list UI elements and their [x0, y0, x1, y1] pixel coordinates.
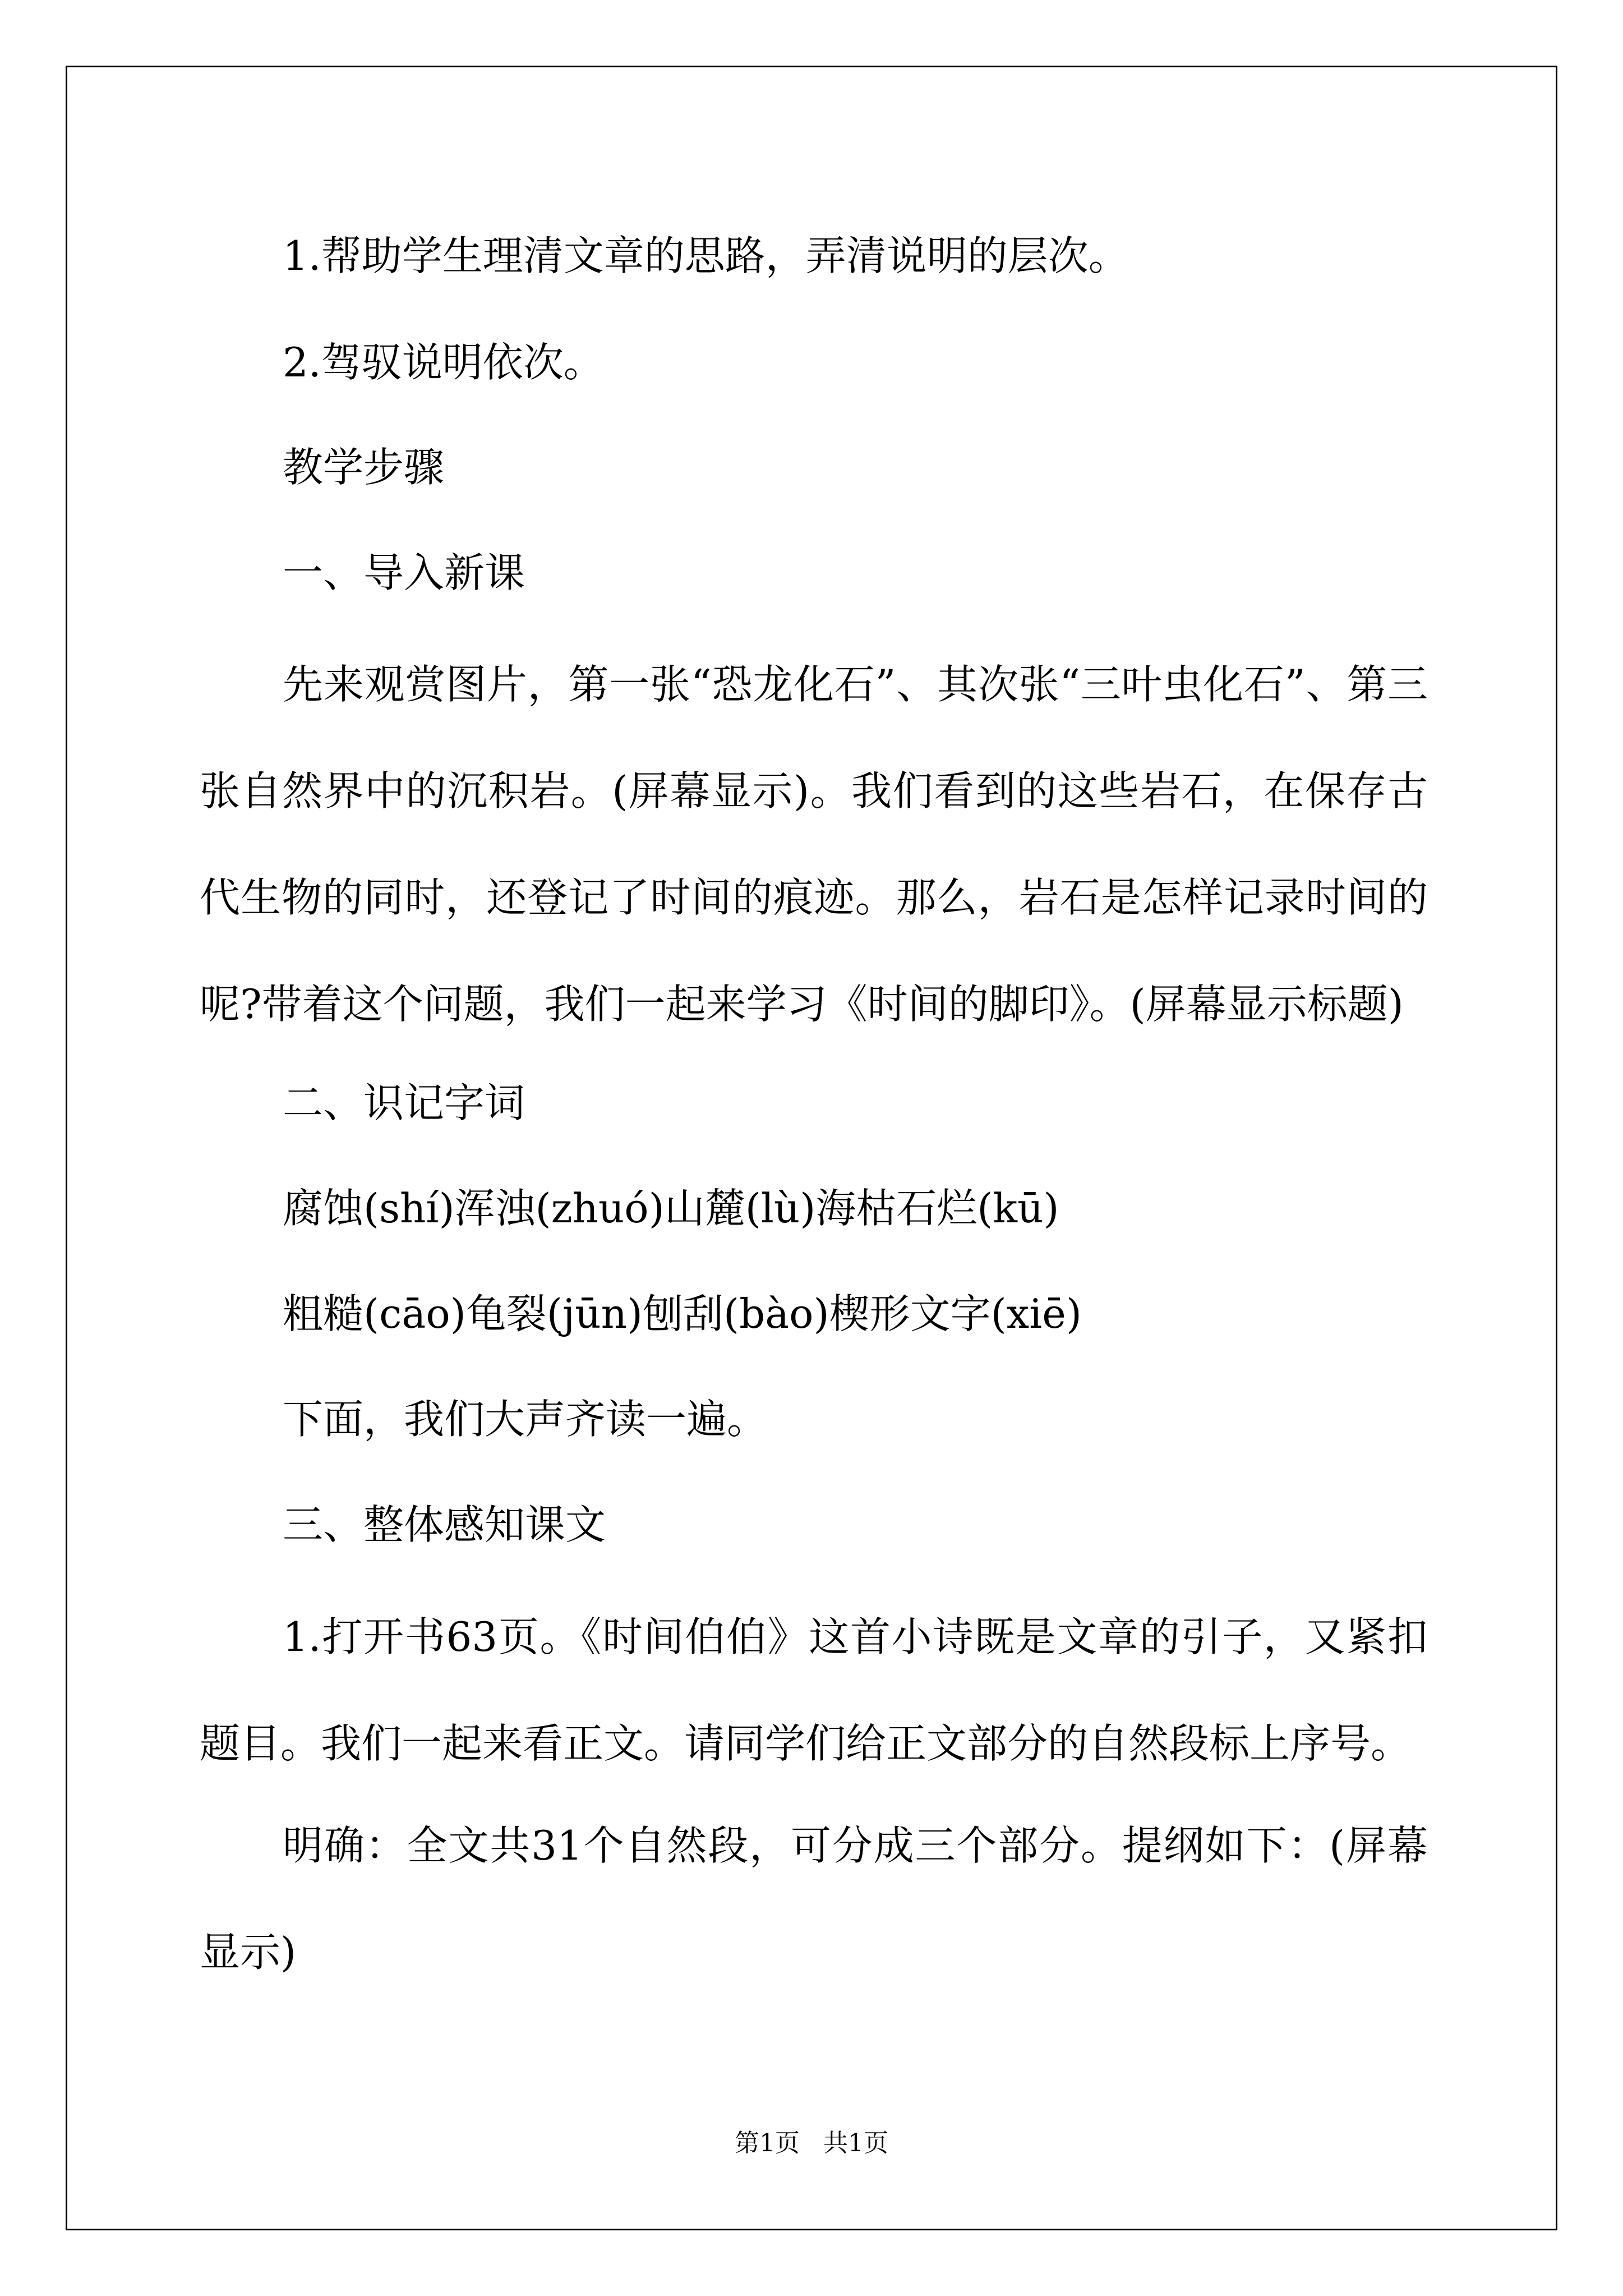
page-number: 第1页 [735, 2129, 800, 2157]
section-heading-intro: 一、导入新课 [283, 549, 525, 596]
page-total: 共1页 [823, 2129, 888, 2157]
paragraph-read-aloud: 下面，我们大声齐读一遍。 [283, 1396, 768, 1443]
paragraph-vocab-line-1: 腐蚀(shí)浑浊(zhuó)山麓(lù)海枯石烂(kū) [283, 1185, 1059, 1232]
paragraph-objective-2: 2.驾驭说明依次。 [283, 339, 604, 386]
paragraph-open-book: 1.打开书63页。《时间伯伯》这首小诗既是文章的引子，又紧扣题目。我们一起来看正文。请同学们给正文部分的自然段标上序号。 [200, 1613, 1428, 1767]
paragraph-outline: 明确：全文共31个自然段，可分成三个部分。提纲如下：(屏幕显示) [200, 1822, 1428, 1976]
page-footer [0, 2123, 1623, 2159]
section-heading-overview: 三、整体感知课文 [283, 1501, 606, 1548]
paragraph-objective-1: 1.帮助学生理清文章的思路，弄清说明的层次。 [283, 232, 1129, 279]
paragraph-intro-body: 先来观赏图片，第一张“恐龙化石”、其次张“三叶虫化石”、第三张自然界中的沉积岩。(屏幕显示)。我们看到的这些岩石，在保存古代生物的同时，还登记了时间的痕迹。那么，岩石是怎样记录时间的呢?带着这个问题，我们一起来学习《时间的脚印》。(屏幕显示标题) [200, 661, 1428, 1028]
paragraph-vocab-line-2: 粗糙(cāo)龟裂(jūn)刨刮(bào)楔形文字(xiē) [283, 1290, 1082, 1337]
section-heading-vocab: 二、识记字词 [283, 1079, 525, 1126]
section-heading-steps: 教学步骤 [283, 444, 445, 491]
